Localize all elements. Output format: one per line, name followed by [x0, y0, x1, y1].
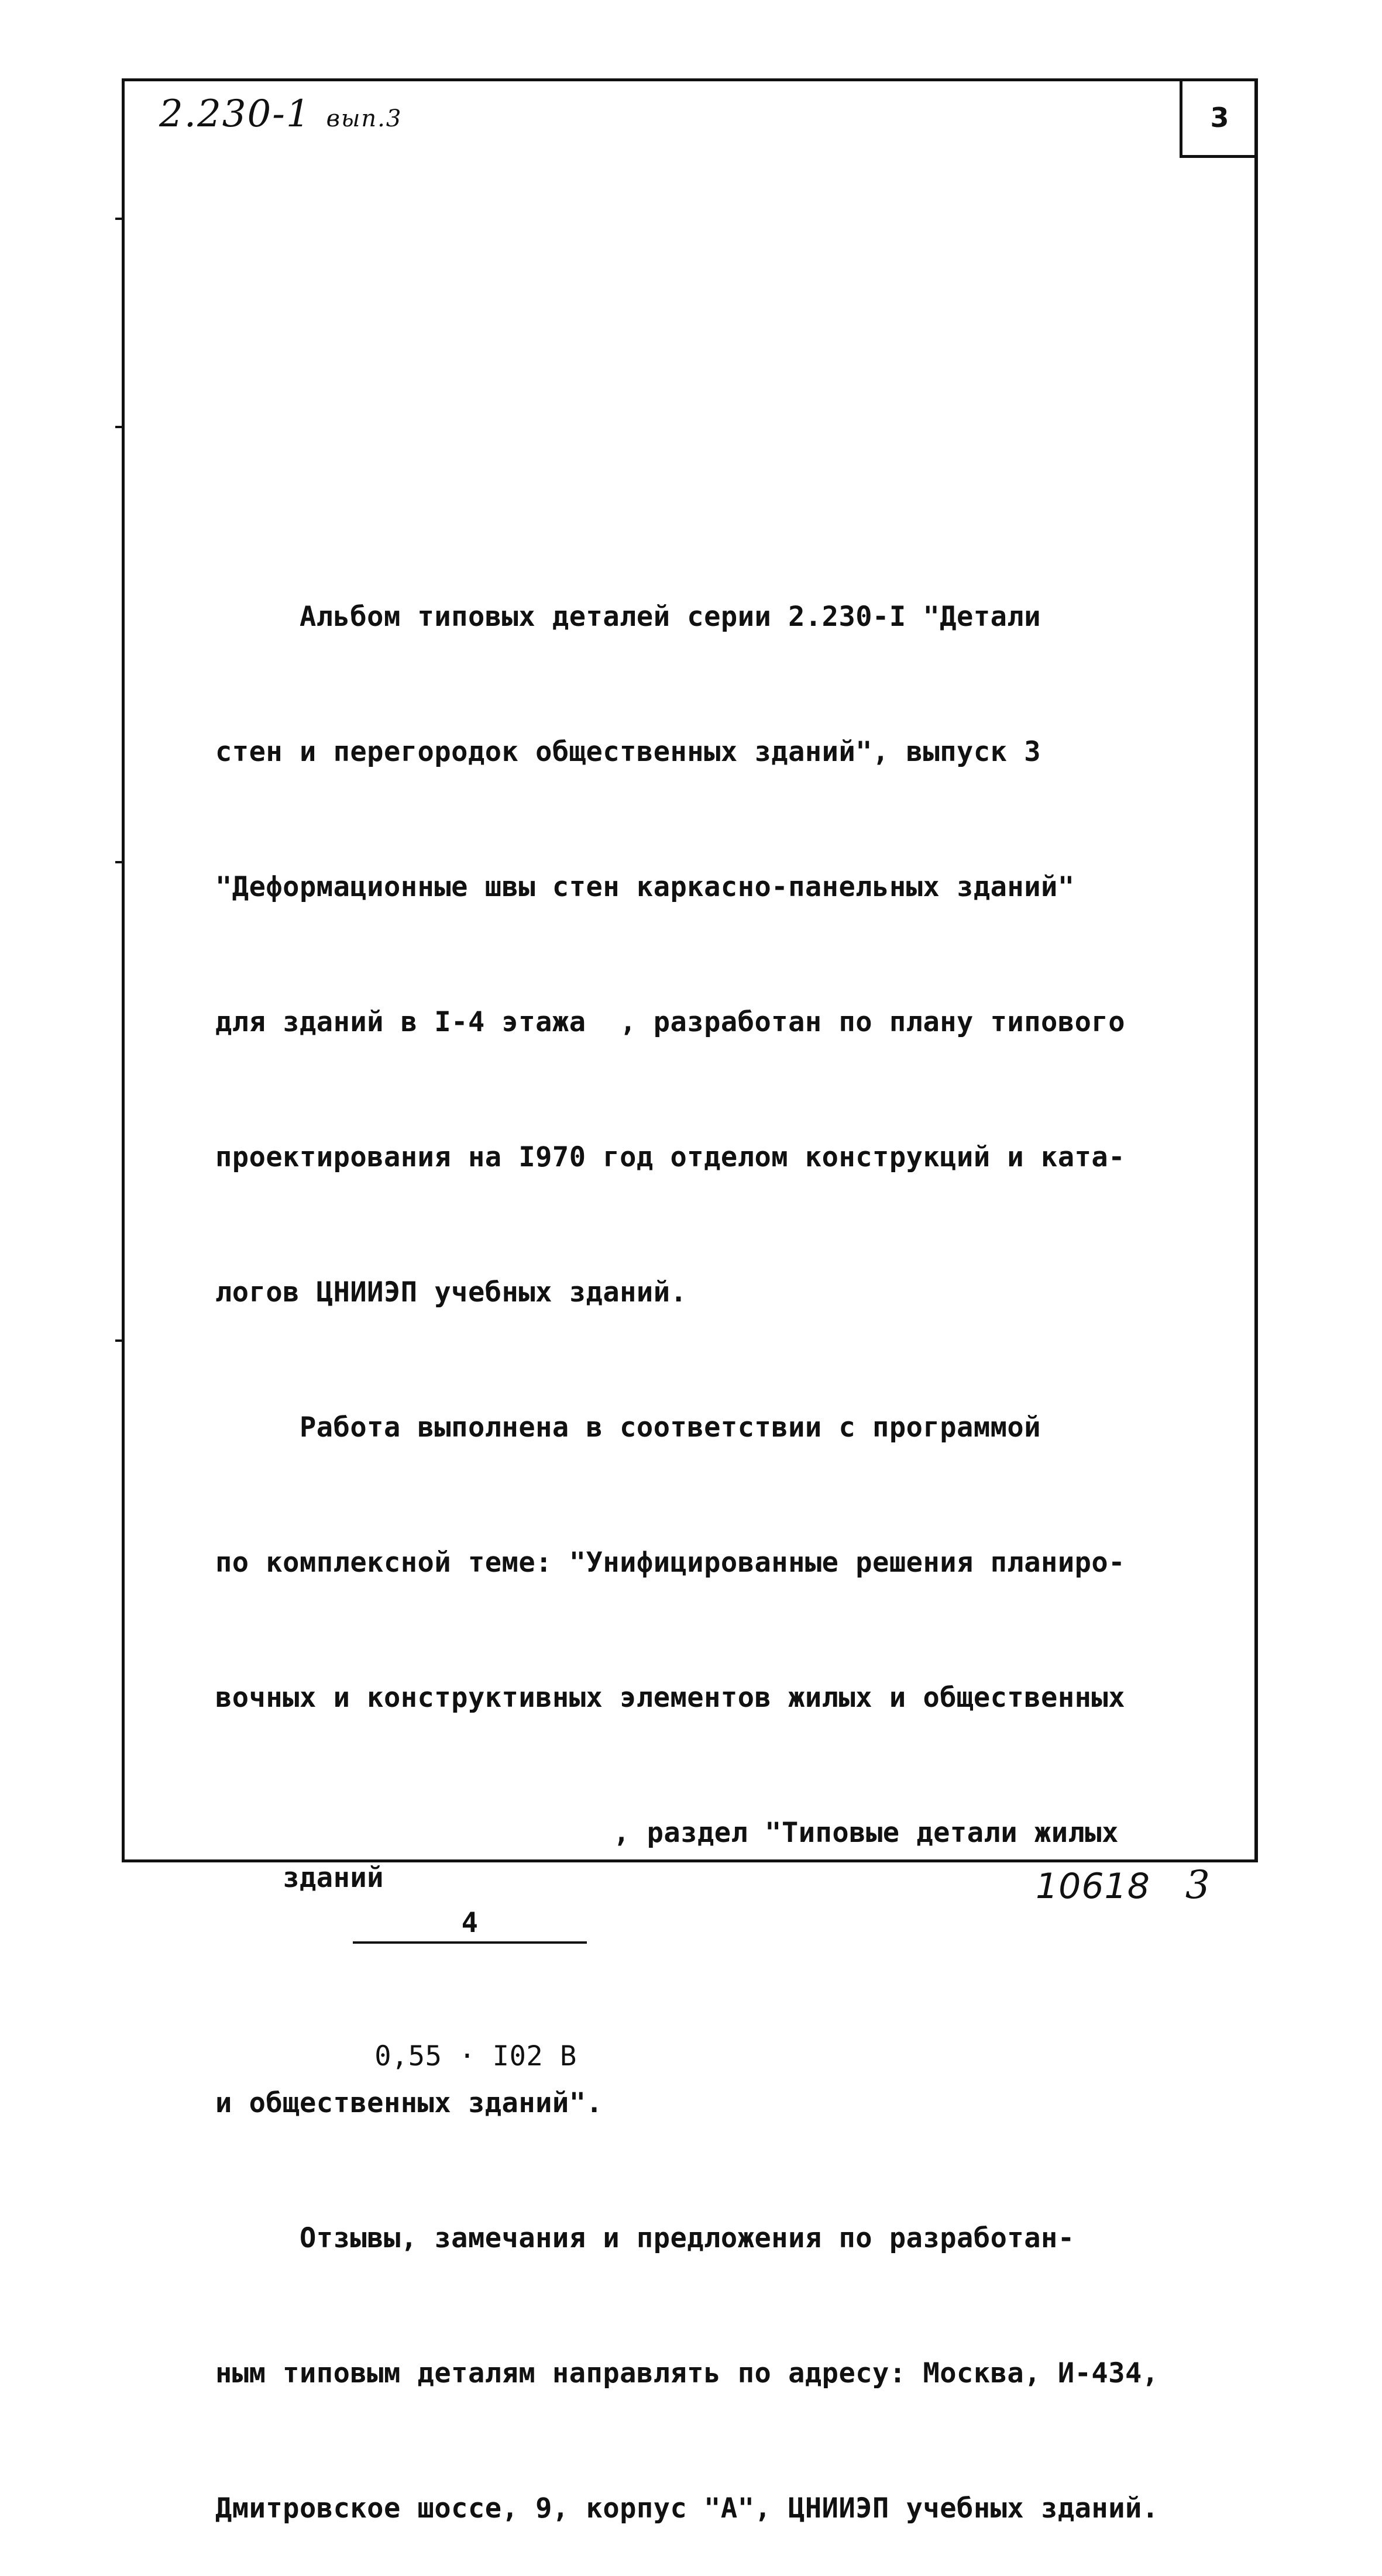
para1-line: логов ЦНИИЭП учебных зданий. [215, 1276, 687, 1308]
margin-tick [115, 426, 123, 428]
para3-line: Дмитровское шоссе, 9, корпус "А", ЦНИИЭП учебных зданий. [215, 2492, 1159, 2525]
issue-label: вып.3 [326, 105, 403, 132]
para1-line: Альбом типовых деталей серии 2.230-I "Детали [215, 601, 1041, 633]
para1-line: "Деформационные швы стен каркасно-панельных зданий" [215, 871, 1075, 903]
page-number-box [1180, 80, 1257, 158]
para1-line: проектирования на I970 год отделом конструкций и ката- [215, 1141, 1126, 1173]
margin-tick [115, 861, 123, 863]
para2-end-line: и общественных зданий". [215, 2087, 603, 2119]
para1-line: стен и перегородок общественных зданий", выпуск 3 [215, 736, 1041, 768]
margin-tick [115, 218, 123, 220]
fraction-numerator: 4 [353, 1900, 587, 1944]
page-number: 3 [1210, 101, 1229, 133]
fraction-tail: , раздел "Типовые детали жилых [613, 1817, 1119, 1849]
para3-line: ным типовым деталям направлять по адресу: Москва, И-434, [215, 2357, 1159, 2389]
para2-line: по комплексной теме: "Унифицированные решения планиро- [215, 1547, 1126, 1579]
inventory-number: 10618 [1036, 1866, 1150, 1907]
para2-line: вочных и конструктивных элементов жилых и общественных [215, 1682, 1126, 1714]
fraction-lead: зданий [283, 1862, 384, 1894]
margin-tick [115, 1339, 123, 1342]
inventory-stamp [1036, 1862, 1211, 1907]
para1-line: для зданий в I-4 этажа , разработан по плану типового [215, 1006, 1126, 1038]
para2-line: Работа выполнена в соответствии с программой [215, 1411, 1041, 1444]
para3-line: Отзывы, замечания и предложения по разработан- [215, 2222, 1075, 2254]
series-code [159, 92, 402, 136]
document-body [215, 504, 1159, 2576]
series-code-number: 2.230-1 [159, 92, 311, 136]
fraction-denominator: 0,55 · I02 В [374, 2040, 577, 2072]
sheet-number: 3 [1185, 1862, 1211, 1907]
fraction [353, 1810, 587, 2169]
